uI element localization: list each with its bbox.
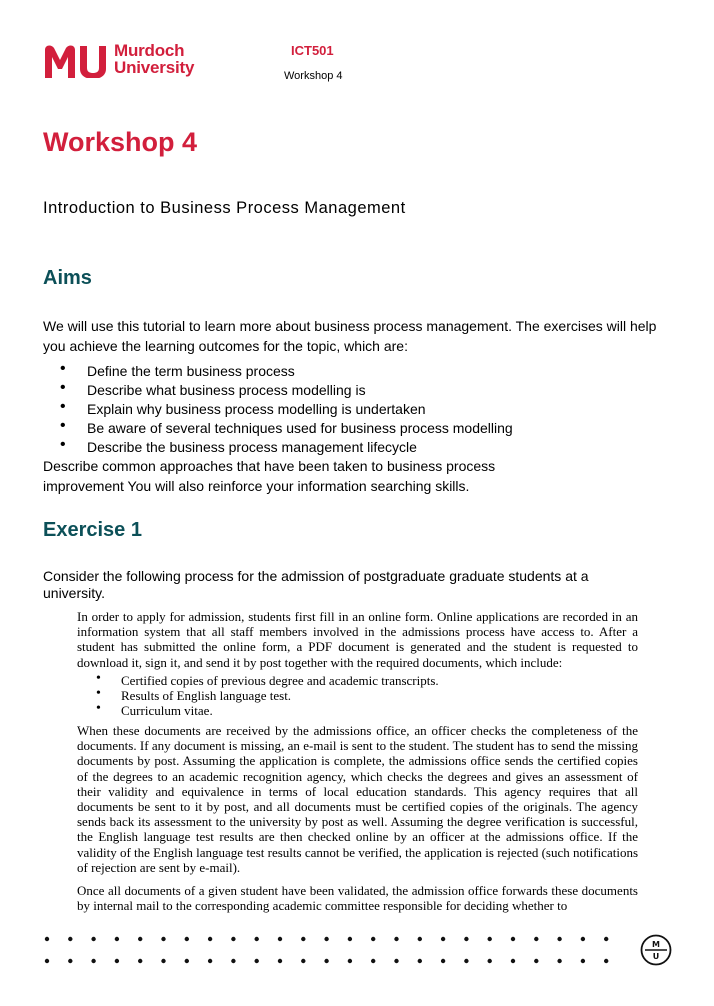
bullet-icon: • xyxy=(96,701,101,716)
footer-dot xyxy=(464,937,468,941)
footer-dot xyxy=(278,959,282,963)
list-item-text: Certified copies of previous degree and academic transcripts. xyxy=(121,673,439,688)
footer-dot xyxy=(185,937,189,941)
footer-dot xyxy=(115,937,119,941)
exercise-1-paragraph-1: In order to apply for admission, students first fill in an online form. Online applications are recorded in an information system that all staff members involved in the admissions process have access to. After a student has submitted the online form, a PDF document is generated and the student is requested to download it, sign it, and send it by post together with the required documents, which include: xyxy=(77,609,638,670)
list-item xyxy=(60,419,513,438)
footer-mu-logo-icon xyxy=(640,934,672,966)
footer-dot-pattern xyxy=(36,930,636,970)
footer-dot xyxy=(604,937,608,941)
required-documents-list xyxy=(96,673,439,718)
list-item-text: Results of English language test. xyxy=(121,688,292,703)
footer-dot xyxy=(255,937,259,941)
aims-heading: Aims xyxy=(43,267,92,289)
list-item-text: Curriculum vitae. xyxy=(121,703,213,718)
footer-dot xyxy=(488,959,492,963)
footer-dot xyxy=(534,959,538,963)
bullet-icon: • xyxy=(60,417,66,434)
footer-dot xyxy=(581,959,585,963)
list-item-text: Describe what business process modelling is xyxy=(87,382,366,398)
footer-dot xyxy=(208,937,212,941)
footer-dot xyxy=(68,959,72,963)
footer-dot xyxy=(301,937,305,941)
list-item xyxy=(60,438,513,457)
footer-dot xyxy=(231,937,235,941)
list-item xyxy=(96,703,439,718)
footer-dot xyxy=(511,959,515,963)
list-item-text: Be aware of several techniques used for business process modelling xyxy=(87,420,513,436)
footer-dot xyxy=(418,959,422,963)
footer-dot xyxy=(115,959,119,963)
list-item xyxy=(60,400,513,419)
footer-dot xyxy=(464,959,468,963)
logo-line-1: Murdoch xyxy=(114,41,185,60)
exercise-1-paragraph-2: When these documents are received by the admissions office, an officer checks the completeness of the documents. If any document is missing, an e-mail is sent to the student. The student has to send the missing documents by post. Assuming the application is complete, the admissions office sends the certified copies of the degrees to an academic recognition agency, which checks the degrees and gives an assessment of their validity and equivalence in terms of local education standards. This agency requires that all documents be sent to it by post, and all documents must be certified copies of the originals. The agency sends back its assessment to the university by post as well. Assuming the degree verification is successful, the English language test results are then checked online by an officer at the admissions office. If the validity of the English language test results cannot be verified, the application is rejected (such notifications of rejection are sent by e-mail). xyxy=(77,723,638,875)
footer-dot xyxy=(91,959,95,963)
footer-dot xyxy=(488,937,492,941)
footer-dot xyxy=(45,937,49,941)
footer-logo-letter-m: M xyxy=(652,940,660,949)
footer-dot xyxy=(394,937,398,941)
logo-line-2: University xyxy=(114,58,195,77)
bullet-icon: • xyxy=(96,686,101,701)
footer-dot xyxy=(557,937,561,941)
list-item xyxy=(60,381,513,400)
footer-logo-letter-u: U xyxy=(652,952,660,961)
bullet-icon: • xyxy=(60,379,66,396)
list-item xyxy=(96,688,439,703)
aims-bullet-list xyxy=(60,362,513,457)
list-item xyxy=(60,362,513,381)
footer-dot xyxy=(441,937,445,941)
footer-dot xyxy=(255,959,259,963)
footer-dot xyxy=(278,937,282,941)
footer-dot xyxy=(348,937,352,941)
footer-dot xyxy=(511,937,515,941)
bullet-icon: • xyxy=(60,436,66,453)
exercise-1-intro: Consider the following process for the admission of postgraduate graduate students at a university. xyxy=(43,568,589,601)
footer-dot xyxy=(371,937,375,941)
list-item-text: Define the term business process xyxy=(87,363,295,379)
list-item-text: Explain why business process modelling is undertaken xyxy=(87,401,426,417)
footer-dot xyxy=(91,937,95,941)
footer-dot xyxy=(324,959,328,963)
footer-dot xyxy=(185,959,189,963)
logo-wordmark xyxy=(114,42,194,76)
page-subtitle: Introduction to Business Process Management xyxy=(43,199,406,217)
course-code: ICT501 xyxy=(291,43,334,58)
footer-dot xyxy=(68,937,72,941)
header-workshop-label: Workshop 4 xyxy=(284,70,343,82)
aims-intro: We will use this tutorial to learn more about business process management. The exercises will help you achieve the learning outcomes for the topic, which are: xyxy=(43,318,657,354)
exercise-1-paragraph-3: Once all documents of a given student have been validated, the admission office forwards these documents by internal mail to the corresponding academic committee responsible for deciding whether to xyxy=(77,883,638,914)
footer-dot xyxy=(441,959,445,963)
bullet-icon: • xyxy=(60,360,66,377)
aims-outro: Describe common approaches that have been taken to business process improvement You will also reinforce your information searching skills. xyxy=(43,458,496,494)
footer-dot xyxy=(138,937,142,941)
mu-logo-mark-icon xyxy=(43,44,111,78)
bullet-icon: • xyxy=(60,398,66,415)
bullet-icon: • xyxy=(96,671,101,686)
footer-dot xyxy=(604,959,608,963)
footer-dot xyxy=(138,959,142,963)
footer-dot xyxy=(534,937,538,941)
exercise-1-heading: Exercise 1 xyxy=(43,519,142,541)
footer-dot xyxy=(581,937,585,941)
murdoch-university-logo xyxy=(43,42,215,82)
footer-dot xyxy=(324,937,328,941)
footer-dot xyxy=(161,959,165,963)
footer-dot xyxy=(394,959,398,963)
footer-dot xyxy=(208,959,212,963)
footer-dot xyxy=(348,959,352,963)
page-title: Workshop 4 xyxy=(43,127,198,157)
footer-dot xyxy=(371,959,375,963)
list-item-text: Describe the business process management lifecycle xyxy=(87,439,417,455)
footer-dot xyxy=(301,959,305,963)
footer-dot xyxy=(161,937,165,941)
footer-dot xyxy=(45,959,49,963)
list-item xyxy=(96,673,439,688)
footer-dot xyxy=(557,959,561,963)
footer-dot xyxy=(418,937,422,941)
footer-dot xyxy=(231,959,235,963)
